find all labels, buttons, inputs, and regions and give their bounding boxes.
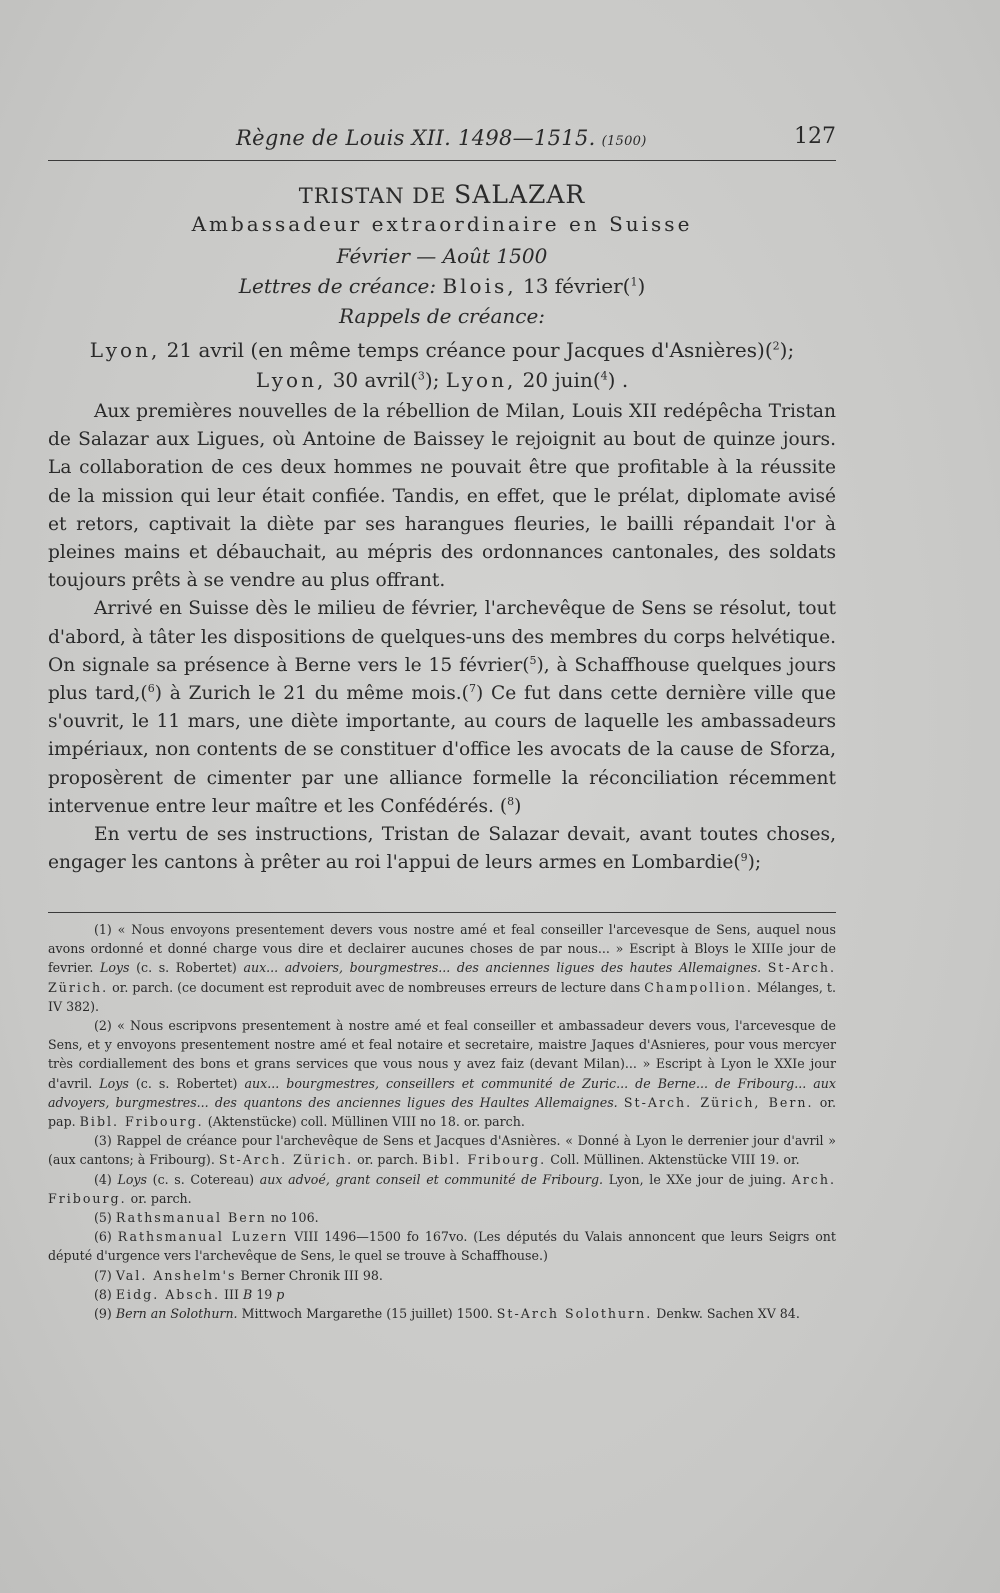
footnote-3: (3) Rappel de créance pour l'archevêque de Sens et Jacques d'Asnières. « Donné à Lyon le derrenier jour d'avril » (aux cantons; à Fribourg). St-Arch. Zürich. or. parch. Bibl. Fribourg. Coll. Müllinen. Aktenstücke VIII 19. or. xyxy=(48,1133,836,1168)
recall-line-2: Lyon, 30 avril($^3$); Lyon, 20 juin($^4$) . xyxy=(255,368,629,392)
footnote-7: (7) Val. Anshelm's Berner Chronik III 98. xyxy=(94,1267,383,1283)
title-dates: Février — Août 1500 xyxy=(336,244,548,268)
paragraph-1: Aux premières nouvelles de la rébellion de Milan, Louis XII redépêcha Tristan de Salazar aux Ligues, où Antoine de Baissey le rejoignit au bout de quinze jours. La collaboration de ces deux hommes ne pouvait être que profitable à la réussite de la mission qui leur était confiée. Tandis, en effet, que le prélat, diplomate avisé et retors, captivait la diète par ses harangues fleuries, le bailli répandait l'or à pleines mains et débauchait, au mépris des ordonnances cantonales, des soldats toujours prêts à se vendre au plus offrant. xyxy=(48,401,836,592)
title-name: TRISTAN DE SALAZAR xyxy=(298,180,586,209)
footnote-4: (4) Loys (c. s. Cotereau) aux advoé, grant conseil et communité de Fribourg. Lyon, le XXe jour de juing. Arch. Fribourg. or. parch. xyxy=(48,1171,836,1206)
footnote-9: (9) Bern an Solothurn. Mittwoch Margarethe (15 juillet) 1500. St-Arch Solothurn. Denkw. Sachen XV 84. xyxy=(94,1306,800,1322)
letters-of-credence: Lettres de créance: Blois, 13 février($^1$) xyxy=(238,274,646,298)
footnote-6: (6) Rathsmanual Luzern VIII 1496—1500 fo 167vo. (Les députés du Valais annoncent que leurs Seigrs ont député d'urgence vers l'archevêque de Sens, le quel se trouve à Schaffhouse.) xyxy=(48,1229,836,1264)
footnotes xyxy=(48,920,836,1323)
paragraph-3: En vertu de ses instructions, Tristan de Salazar devait, avant toutes choses, engager les cantons à prêter au roi l'appui de leurs armes en Lombardie($^9$); xyxy=(48,824,836,874)
footnote-1: (1) « Nous envoyons presentement devers vous nostre amé et feal conseiller l'arcevesque de Sens, auquel nous avons ordonné et donné charge vous dire et declairer aucunes choses de par nous... » Escript à Bloys le XIIIe jour de fevrier. Loys (c. s. Robertet) aux... advoiers, bourgmestres... des anciennes ligues des hautes Allemaignes. St-Arch. Zürich. or. parch. (ce document est reproduit avec de nombreuses erreurs de lecture dans Champollion. Mélanges, t. IV 382). xyxy=(48,922,836,1014)
recalls-label: Rappels de créance: xyxy=(338,304,546,328)
paragraph-2: Arrivé en Suisse dès le milieu de février, l'archevêque de Sens se résolut, tout d'abord, à tâter les dispositions de quelques-uns des membres du corps helvétique. On signale sa présence à Berne vers le 15 février($^5$), à Schaffhouse quelques jours plus tard,($^6$) à Zurich le 21 du même mois.($^7$) Ce fut dans cette dernière ville que s'ouvrit, le 11 mars, une diète importante, au cours de laquelle les ambassadeurs impériaux, non contents de se constituer d'office les avocats de la cause de Sforza, proposèrent de cimenter par une alliance formelle la réconciliation récemment intervenue entre leur maître et les Confédérés. ($^8$) xyxy=(48,598,836,817)
body-text xyxy=(48,398,836,877)
title-role: Ambassadeur extraordinaire en Suisse xyxy=(191,212,693,236)
footnote-5: (5) Rathsmanual Bern no 106. xyxy=(94,1210,319,1226)
page-header xyxy=(48,120,836,161)
running-head-year: (1500) xyxy=(601,134,647,149)
recall-line-1: Lyon, 21 avril (en même temps créance pour Jacques d'Asnières)($^2$); xyxy=(89,338,795,362)
page-number: 127 xyxy=(794,124,836,149)
footnote-2: (2) « Nous escripvons presentement à nostre amé et feal conseiller et ambassadeur devers vous, l'arcevesque de Sens, et y envoyons presentement nostre amé et feal notaire et secretaire, maistre Jaques d'Asnieres, pour vous mercyer très cordiallement des bons et grans services que vous nous y avez faiz (devant Milan)... » Escript à Lyon le XXIe jour d'avril. Loys (c. s. Robertet) aux... bourgmestres, conseillers et communité de Zuric... de Berne... de Fribourg... aux advoyers, burgmestres... des quantons des anciennes ligues des Haultes Allemaignes. St-Arch. Zürich, Bern. or. pap. Bibl. Fribourg. (Aktenstücke) coll. Müllinen VIII no 18. or. parch. xyxy=(48,1018,836,1130)
running-head: Règne de Louis XII. 1498—1515. (1500) xyxy=(236,126,647,150)
footnote-divider xyxy=(48,912,836,913)
footnote-8: (8) Eidg. Absch. III B 19 p xyxy=(94,1286,285,1302)
